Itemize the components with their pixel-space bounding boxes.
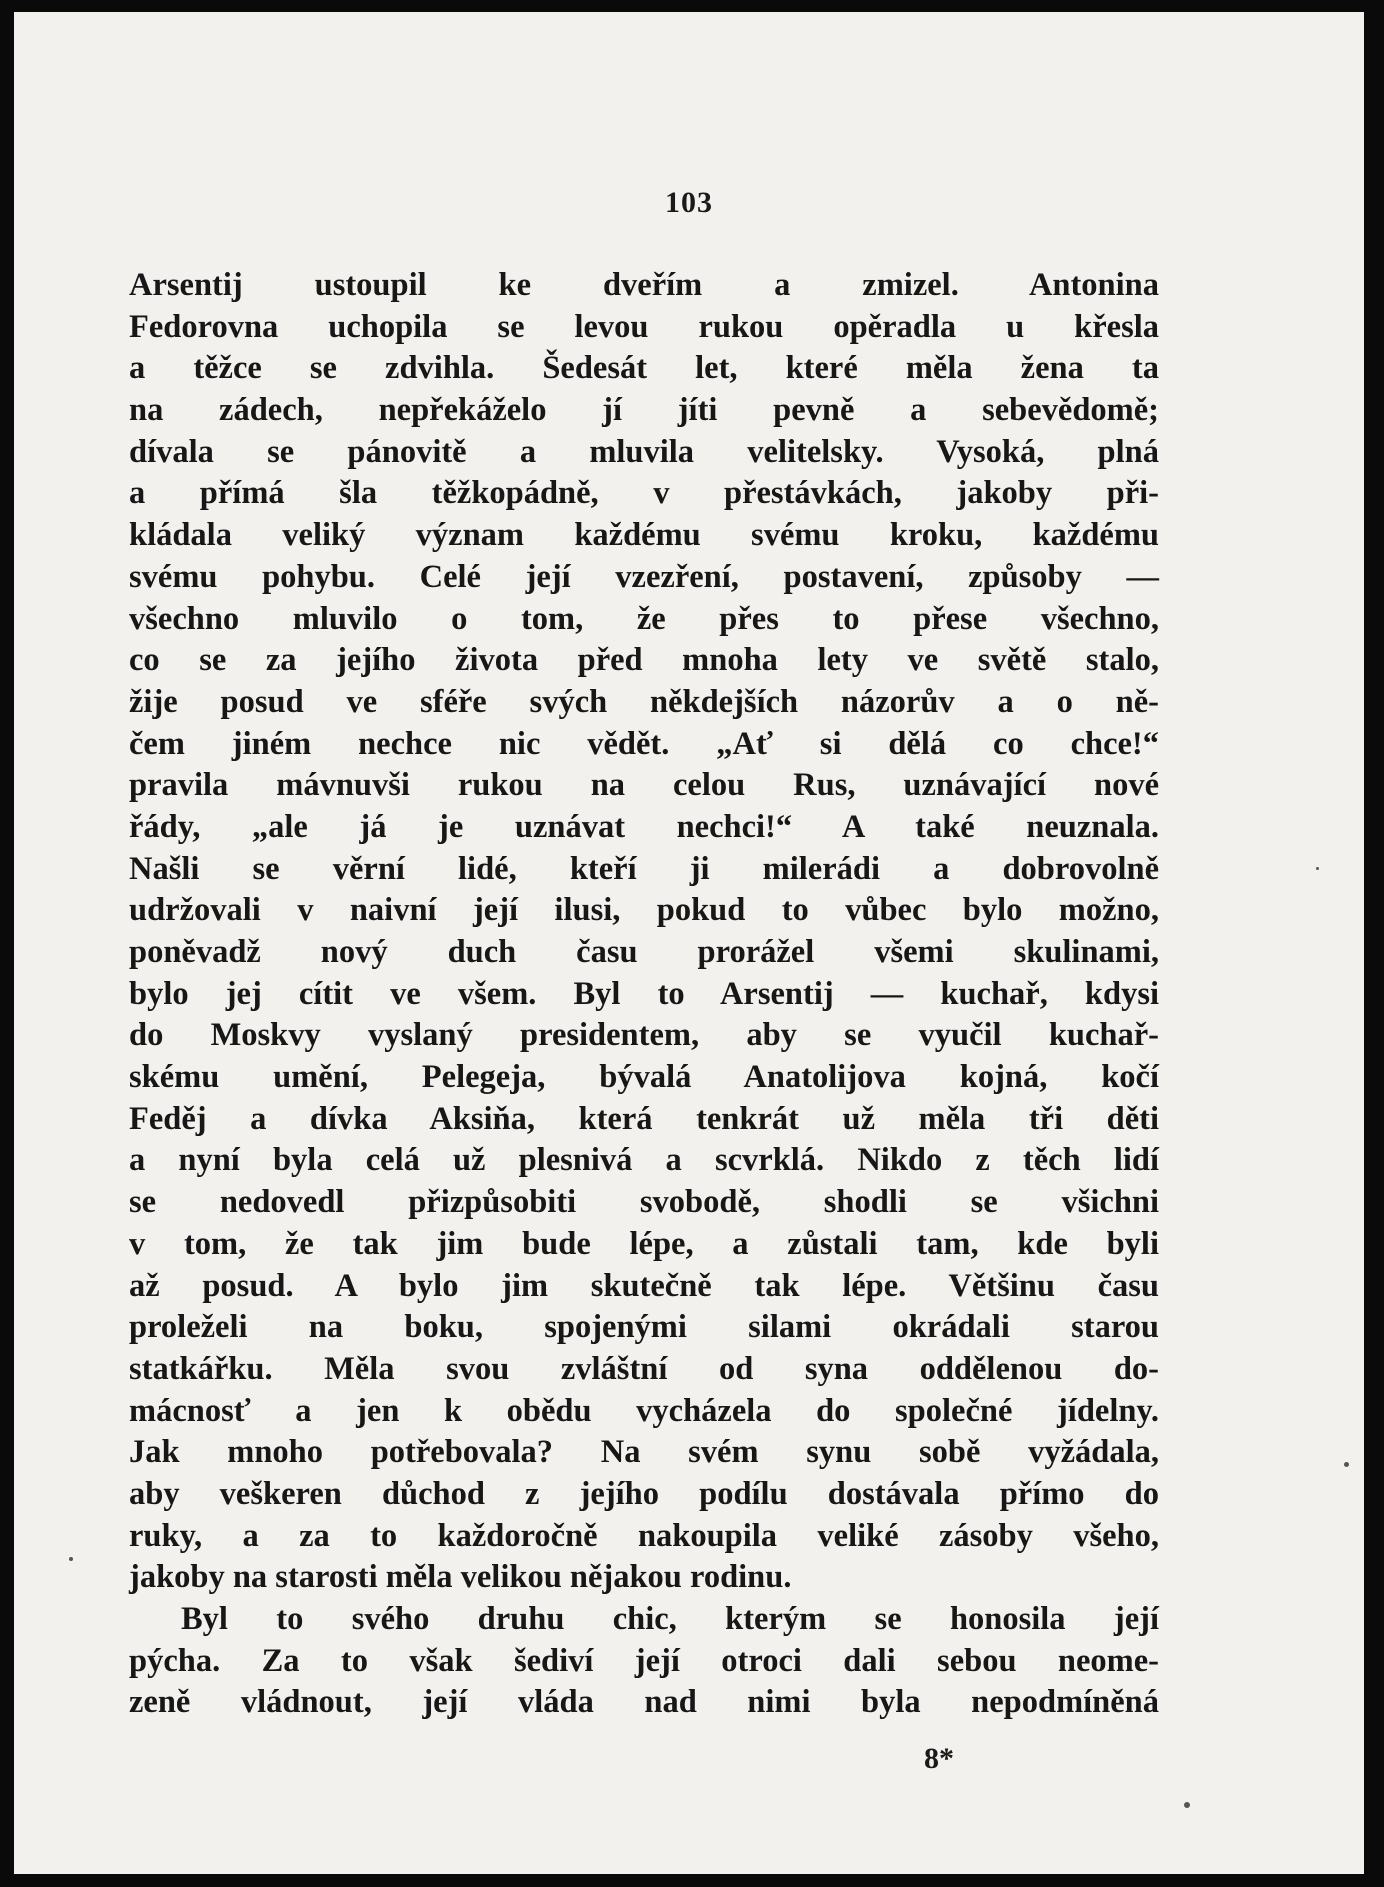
text-line: kládala veliký význam každému svému kroku, každému <box>129 517 1159 554</box>
text-line: aby veškeren důchod z jejího podílu dostávala přímo do <box>129 1475 1159 1512</box>
dust-speck <box>1344 1462 1349 1467</box>
text-line: udržovali v naivní její ilusi, pokud to vůbec bylo možno, <box>129 892 1159 929</box>
text-line: Našli se věrní lidé, kteří ji milerádi a dobrovolně <box>129 850 1159 887</box>
text-line: Feděj a dívka Aksiňa, která tenkrát už měla tři děti <box>129 1100 1159 1137</box>
text-line: a přímá šla těžkopádně, v přestávkách, jakoby při- <box>129 475 1159 512</box>
text-line: na zádech, nepřekáželo jí jíti pevně a sebevědomě; <box>129 392 1159 429</box>
text-line: pýcha. Za to však šediví její otroci dali sebou neome- <box>129 1642 1159 1679</box>
text-line: skému umění, Pelegeja, bývalá Anatolijova kojná, kočí <box>129 1059 1159 1096</box>
dust-speck <box>1316 867 1319 870</box>
text-line: ruky, a za to každoročně nakoupila veliké zásoby všeho, <box>129 1517 1159 1554</box>
text-line: v tom, že tak jim bude lépe, a zůstali tam, kde byli <box>129 1225 1159 1262</box>
text-line: co se za jejího života před mnoha lety ve světě stalo, <box>129 642 1159 679</box>
text-line: proleželi na boku, spojenými silami okrádali starou <box>129 1309 1159 1346</box>
text-line: Fedorovna uchopila se levou rukou opěradla u křesla <box>129 308 1159 345</box>
text-line: řády, „ale já je uznávat nechci!“ A také neuznala. <box>129 808 1159 845</box>
text-line: mácnosť a jen k obědu vycházela do společné jídelny. <box>129 1392 1159 1429</box>
text-line: pravila mávnuvši rukou na celou Rus, uznávající nové <box>129 767 1159 804</box>
text-line: všechno mluvilo o tom, že přes to přese všechno, <box>129 600 1159 637</box>
text-line: žije posud ve sféře svých někdejších názorův a o ně- <box>129 683 1159 720</box>
text-line: čem jiném nechce nic vědět. „Ať si dělá co chce!“ <box>129 725 1159 762</box>
text-line: až posud. A bylo jim skutečně tak lépe. Většinu času <box>129 1267 1159 1304</box>
page-number: 103 <box>665 186 713 219</box>
text-line: svému pohybu. Celé její vzezření, postavení, způsoby — <box>129 558 1159 595</box>
dust-speck <box>69 1557 73 1561</box>
text-line: se nedovedl přizpůsobiti svobodě, shodli se všichni <box>129 1184 1159 1221</box>
text-line: statkářku. Měla svou zvláštní od syna oddělenou do- <box>129 1350 1159 1387</box>
text-line: jakoby na starosti měla velikou nějakou rodinu. <box>129 1559 792 1596</box>
text-line: do Moskvy vyslaný presidentem, aby se vyučil kuchař- <box>129 1017 1159 1054</box>
dust-speck <box>1184 1802 1190 1808</box>
text-line: Byl to svého druhu chic, kterým se honosila její <box>181 1601 1159 1637</box>
text-line: Jak mnoho potřebovala? Na svém synu sobě vyžádala, <box>129 1434 1159 1471</box>
text-line: Arsentij ustoupil ke dveřím a zmizel. Antonina <box>129 267 1159 303</box>
text-line: a nyní byla celá už plesnivá a scvrklá. Nikdo z těch lidí <box>129 1142 1159 1179</box>
text-line: zeně vládnout, její vláda nad nimi byla nepodmíněná <box>129 1684 1159 1721</box>
text-line: bylo jej cítit ve všem. Byl to Arsentij — kuchař, kdysi <box>129 975 1159 1012</box>
book-page <box>14 12 1364 1874</box>
text-line: poněvadž nový duch času prorážel všemi skulinami, <box>129 934 1159 970</box>
body-text <box>129 265 1159 1724</box>
signature-mark: 8* <box>924 1742 954 1775</box>
text-line: a těžce se zdvihla. Šedesát let, které měla žena ta <box>129 350 1159 387</box>
text-line: dívala se pánovitě a mluvila velitelsky. Vysoká, plná <box>129 433 1159 470</box>
